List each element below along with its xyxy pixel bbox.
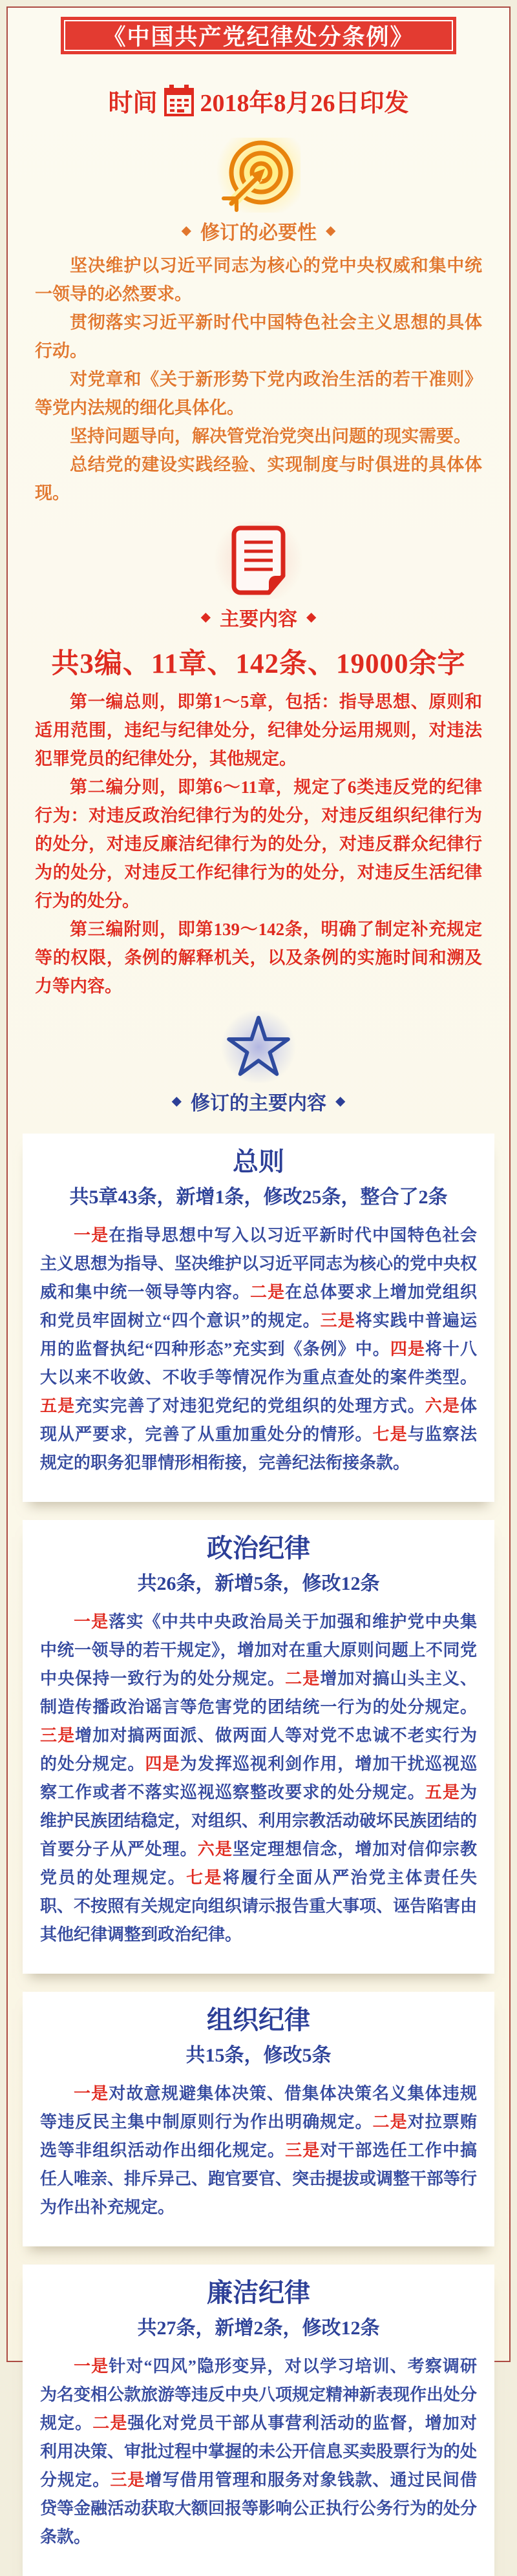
- statistics-line: 共3编、11章、142条、19000余字: [51, 649, 466, 679]
- card-subtitle: 共5章43条，新增1条，修改25条，整合了2条: [69, 1187, 448, 1208]
- diamond-icon: ◆: [306, 610, 317, 624]
- section-heading-necessity: [8, 216, 509, 245]
- star-icon: [216, 1011, 301, 1083]
- diamond-icon: ◆: [200, 610, 211, 624]
- card-general-rules: [23, 1134, 494, 1502]
- paragraph: 第一编总则，即第1～5章，包括：指导思想、原则和适用范围，违纪与纪律处分，纪律处分运用规则，对违法犯罪党员的纪律处分，其他规定。: [35, 692, 482, 768]
- diamond-icon: ◆: [335, 1094, 346, 1108]
- card-title: 政治纪律: [207, 1534, 310, 1563]
- publish-date-row: [8, 83, 509, 118]
- section-heading-label: 主要内容: [220, 609, 297, 630]
- page-frame: [6, 6, 511, 2546]
- section-heading-content: [8, 603, 509, 631]
- card-title: 组织纪律: [207, 2005, 310, 2034]
- card-title: 总则: [233, 1147, 284, 1176]
- diamond-icon: ◆: [181, 224, 191, 238]
- diamond-icon: ◆: [171, 1094, 182, 1108]
- card-subtitle: 共27条，新增2条，修改12条: [137, 2317, 380, 2339]
- page-title: 《中国共产党纪律处分条例》: [103, 25, 414, 50]
- paragraph: 坚决维护以习近平同志为核心的党中央权威和集中统一领导的必然要求。: [35, 256, 482, 304]
- card-organizational-discipline: [23, 1992, 494, 2246]
- card-integrity-discipline: [23, 2265, 494, 2576]
- card-title: 廉洁纪律: [207, 2278, 310, 2307]
- paragraph: 第二编分则，即第6～11章，规定了6类违反党的纪律行为：对违反政治纪律行为的处分，对违反组织纪律行为的处分，对违反廉洁纪律行为的处分，对违反群众纪律行为的处分，对违反工作纪律行为的处分，对违反生活纪律行为的处分。: [35, 777, 482, 911]
- paragraph: 坚持问题导向，解决管党治党突出问题的现实需要。: [70, 427, 471, 446]
- card-body: 一是在指导思想中写入以习近平新时代中国特色社会主义思想为指导、坚决维护以习近平同志为核心的党中央权威和集中统一领导等内容。二是在总体要求上增加党组织和党员牢固树立“四个意识”的规定。三是将实践中普遍运用的监督执纪“四种形态”充实到《条例》中。四是将十八大以来不收敛、不收手等情况作为重点查处的案件类型。五是充实完善了对违犯党纪的党组织的处理方式。六是体现从严要求，完善了从重加重处分的情形。七是与监察法规定的职务犯罪情形相衔接，完善纪法衔接条款。: [40, 1226, 478, 1472]
- card-subtitle: 共26条，新增5条，修改12条: [137, 1573, 380, 1594]
- card-political-discipline: [23, 1520, 494, 1974]
- section-heading-label: 修订的必要性: [200, 222, 317, 244]
- section-heading-label: 修订的主要内容: [191, 1093, 326, 1114]
- paragraph: 对党章和《关于新形势下党内政治生活的若干准则》等党内法规的细化具体化。: [35, 370, 482, 417]
- paragraph: 总结党的建设实践经验、实现制度与时俱进的具体体现。: [35, 455, 482, 503]
- card-body: 一是落实《中共中央政治局关于加强和维护党中央集中统一领导的若干规定》，增加对在重大原则问题上不同党中央保持一致行为的处分规定。二是增加对搞山头主义、制造传播政治谣言等危害党的团结统一行为的处分规定。三是增加对搞两面派、做两面人等对党不忠诚不老实行为的处分规定。四是为发挥巡视利剑作用，增加干扰巡视巡察工作或者不落实巡视巡察整改要求的处分规定。五是为维护民族团结稳定，对组织、利用宗教活动破坏民族团结的首要分子从严处理。六是坚定理想信念，增加对信仰宗教党员的处理规定。七是将履行全面从严治党主体责任失职、不按照有关规定向组织请示报告重大事项、诬告陷害由其他纪律调整到政治纪律。: [40, 1612, 478, 1944]
- paragraph: 贯彻落实习近平新时代中国特色社会主义思想的具体行动。: [35, 313, 482, 361]
- diamond-icon: ◆: [326, 224, 336, 238]
- title-banner: [61, 17, 456, 54]
- necessity-paragraphs: [35, 251, 482, 507]
- publish-date: 2018年8月26日印发: [200, 90, 409, 117]
- paragraph: 第三编附则，即第139～142条，明确了制定补充规定等的权限，条例的解释机关，以及条例的实施时间和溯及力等内容。: [35, 920, 482, 996]
- target-icon: [216, 138, 301, 213]
- calendar-icon: [164, 85, 194, 117]
- card-subtitle: 共15条，修改5条: [185, 2045, 332, 2066]
- card-body: 一是对故意规避集体决策、借集体决策名义集体违规等违反民主集中制原则行为作出明确规定。二是对拉票贿选等非组织活动作出细化规定。三是对干部选任工作中搞任人唯亲、排斥异己、跑官要官、突击提拔或调整干部等行为作出补充规定。: [40, 2084, 478, 2217]
- content-paragraphs: [35, 688, 482, 1000]
- card-body: 一是针对“四风”隐形变异，对以学习培训、考察调研为名变相公款旅游等违反中央八项规定精神新表现作出处分规定。二是强化对党员干部从事营利活动的监督，增加对利用决策、审批过程中掌握的未公开信息买卖股票行为的处分规定。三是增写借用管理和服务对象钱款、通过民间借贷等金融活动获取大额回报等影响公正执行公务行为的处分条款。: [40, 2357, 478, 2546]
- document-icon: [210, 522, 307, 599]
- time-label: 时间: [108, 90, 158, 117]
- section-heading-revision: [8, 1087, 509, 1115]
